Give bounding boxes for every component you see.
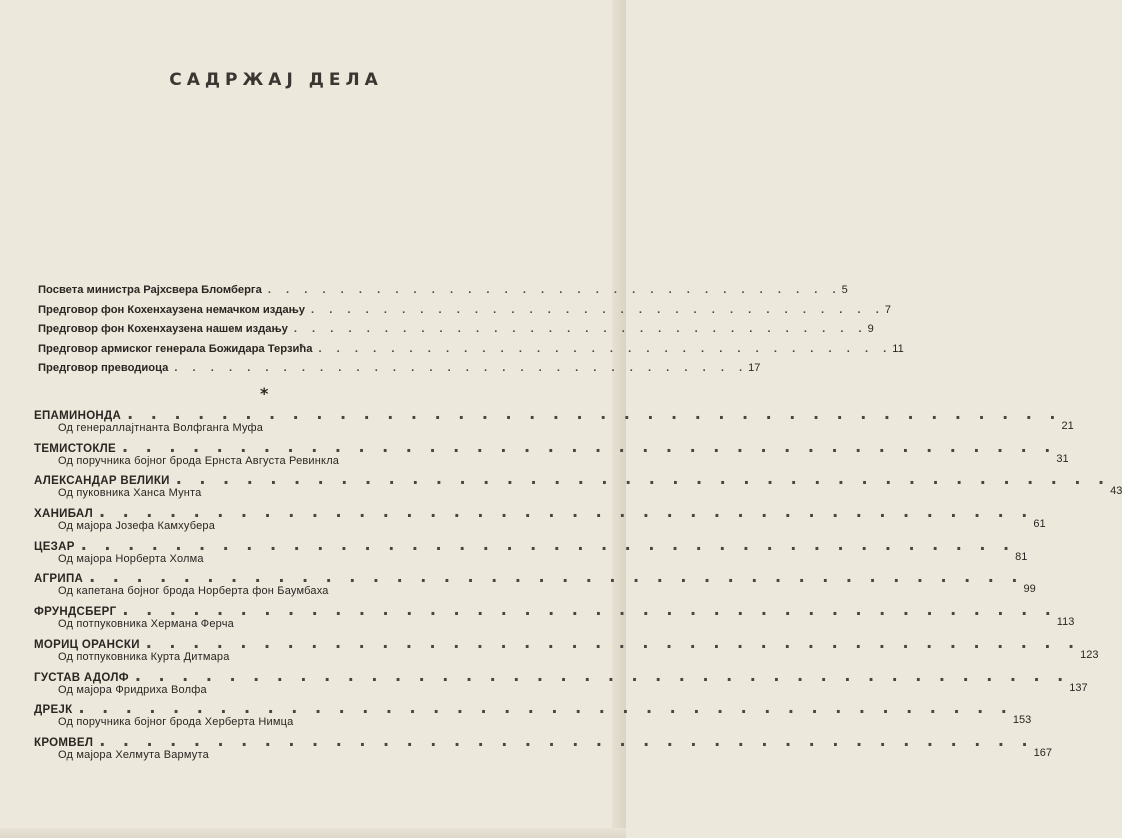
toc-entry-label: Предговор фон Кохенхаузена немачком издању <box>38 303 305 316</box>
dot-leader: . . . . . . . . . . . . . . . . . . . . . . . . . . . . . . . . <box>293 323 868 335</box>
chapter-title: ЕПАМИНОНДА <box>34 410 122 422</box>
toc-entry <box>38 284 848 304</box>
chapter-title: ТЕМИСТОКЛЕ <box>34 442 117 455</box>
toc-entry <box>38 323 874 343</box>
chapter-entry <box>34 436 1069 470</box>
dot-leader: . . . . . . . . . . . . . . . . . . . . . . . . . . . . . . . . . . . . . . . . <box>80 534 1016 554</box>
dot-leader: . . . . . . . . . . . . . . . . . . . . . . . . . . . . . . . . . . . . . . . . <box>175 469 1111 489</box>
toc-entry-page: 9 <box>867 323 874 335</box>
chapter-title: ДРЕЈК <box>34 704 73 717</box>
toc-entry-page: 17 <box>748 362 761 374</box>
chapter-author: Од мајора Фридриха Волфа <box>58 683 207 696</box>
dot-leader: . . . . . . . . . . . . . . . . . . . . . . . . . . . . . . . . . . . . . . . . <box>145 632 1081 652</box>
chapter-author: Од поручника бојног брода Ернста Августа Ревинкла <box>58 454 340 467</box>
chapter-page: 123 <box>1080 648 1099 661</box>
chapter-entry <box>34 632 1099 666</box>
dot-leader: . . . . . . . . . . . . . . . . . . . . . . . . . . . . . . . . . . . . . . . . <box>78 698 1013 718</box>
section-separator: * <box>260 384 269 403</box>
chapter-entry <box>34 502 1046 535</box>
dot-leader: . . . . . . . . . . . . . . . . . . . . . . . . . . . . . . . . <box>174 362 749 374</box>
chapter-title: КРОМВЕЛ <box>34 736 94 749</box>
toc-entry-label: Предговор преводиоца <box>38 362 169 374</box>
chapter-page: 21 <box>1061 420 1074 432</box>
dot-leader: . . . . . . . . . . . . . . . . . . . . . . . . . . . . . . . . <box>310 303 885 316</box>
chapter-title: МОРИЦ ОРАНСКИ <box>34 638 140 651</box>
toc-entry <box>38 342 904 363</box>
chapter-page: 153 <box>1012 714 1032 727</box>
chapter-entry <box>34 567 1036 600</box>
toc-entry-page: 5 <box>841 284 848 296</box>
chapter-page: 167 <box>1033 746 1052 759</box>
dot-leader: . . . . . . . . . . . . . . . . . . . . . . . . . . . . . . . . . . . . . . . . <box>89 567 1024 587</box>
dot-leader: . . . . . . . . . . . . . . . . . . . . . . . . . . . . . . . . . . . . . . . . <box>122 600 1057 620</box>
toc-entry-label: Предговор фон Кохенхаузена нашем издању <box>38 323 288 335</box>
chapter-entry <box>34 665 1088 699</box>
toc-entry <box>38 303 891 324</box>
dot-leader: . . . . . . . . . . . . . . . . . . . . . . . . . . . . . . . . . . . . . . . . <box>122 436 1057 456</box>
chapter-entry <box>34 698 1032 731</box>
chapter-title: ФРУНДСБЕРГ <box>34 606 117 619</box>
toc-entry-page: 7 <box>884 303 891 316</box>
chapter-entry <box>34 469 1122 502</box>
chapter-author: Од мајора Норберта Холма <box>58 552 204 565</box>
chapter-page: 137 <box>1069 681 1088 694</box>
chapter-list <box>34 404 1122 764</box>
page-title: САДРЖАЈ ДЕЛА <box>169 70 383 90</box>
chapter-entry <box>34 730 1052 764</box>
chapter-author: Од мајора Јозефа Камхубера <box>58 520 216 533</box>
chapter-entry <box>34 534 1028 568</box>
dot-leader: . . . . . . . . . . . . . . . . . . . . . . . . . . . . . . . . . . . . . . . . <box>99 730 1034 750</box>
dot-leader: . . . . . . . . . . . . . . . . . . . . . . . . . . . . . . . . . . . . . . . . <box>127 404 1062 423</box>
chapter-title: ХАНИБАЛ <box>34 508 93 521</box>
chapter-title: АЛЕКСАНДАР ВЕЛИКИ <box>34 475 170 488</box>
front-matter-list <box>38 284 904 382</box>
chapter-page: 113 <box>1056 616 1075 629</box>
chapter-author: Од потпуковника Курта Дитмара <box>58 650 230 663</box>
chapter-entry <box>34 404 1074 437</box>
chapter-author: Од мајора Хелмута Вармута <box>58 748 209 761</box>
dot-leader: . . . . . . . . . . . . . . . . . . . . . . . . . . . . . . . . <box>267 284 842 296</box>
bottom-edge-shadow <box>0 828 626 838</box>
toc-entry-label: Посвета министра Рајхсвера Бломберга <box>38 284 262 296</box>
dot-leader: . . . . . . . . . . . . . . . . . . . . . . . . . . . . . . . . <box>318 342 893 355</box>
chapter-entry <box>34 600 1075 633</box>
chapter-title: АГРИПА <box>34 573 84 586</box>
dot-leader: . . . . . . . . . . . . . . . . . . . . . . . . . . . . . . . . . . . . . . . . <box>99 502 1034 522</box>
chapter-author: Од пуковника Ханса Мунта <box>58 487 202 500</box>
toc-entry-page: 11 <box>892 342 904 355</box>
chapter-page: 81 <box>1015 550 1028 563</box>
chapter-title: ГУСТАВ АДОЛФ <box>34 671 129 684</box>
chapter-title: ЦЕЗАР <box>34 540 75 553</box>
chapter-page: 43 <box>1110 485 1122 498</box>
chapter-author: Од поручника бојног брода Херберта Нимца <box>58 716 294 729</box>
chapter-author: Од капетана бојног брода Норберта фон Баумбаха <box>58 585 329 598</box>
toc-entry <box>38 362 761 382</box>
chapter-page: 31 <box>1056 452 1069 465</box>
chapter-page: 61 <box>1033 518 1046 531</box>
chapter-author: Од потпуковника Хермана Ферча <box>58 618 234 631</box>
chapter-page: 99 <box>1023 583 1036 596</box>
dot-leader: . . . . . . . . . . . . . . . . . . . . . . . . . . . . . . . . . . . . . . . . <box>134 665 1070 685</box>
chapter-author: Од генераллајтнанта Волфганга Муфа <box>58 422 264 434</box>
toc-entry-label: Предговор армиског генерала Божидара Терзића <box>38 342 313 355</box>
